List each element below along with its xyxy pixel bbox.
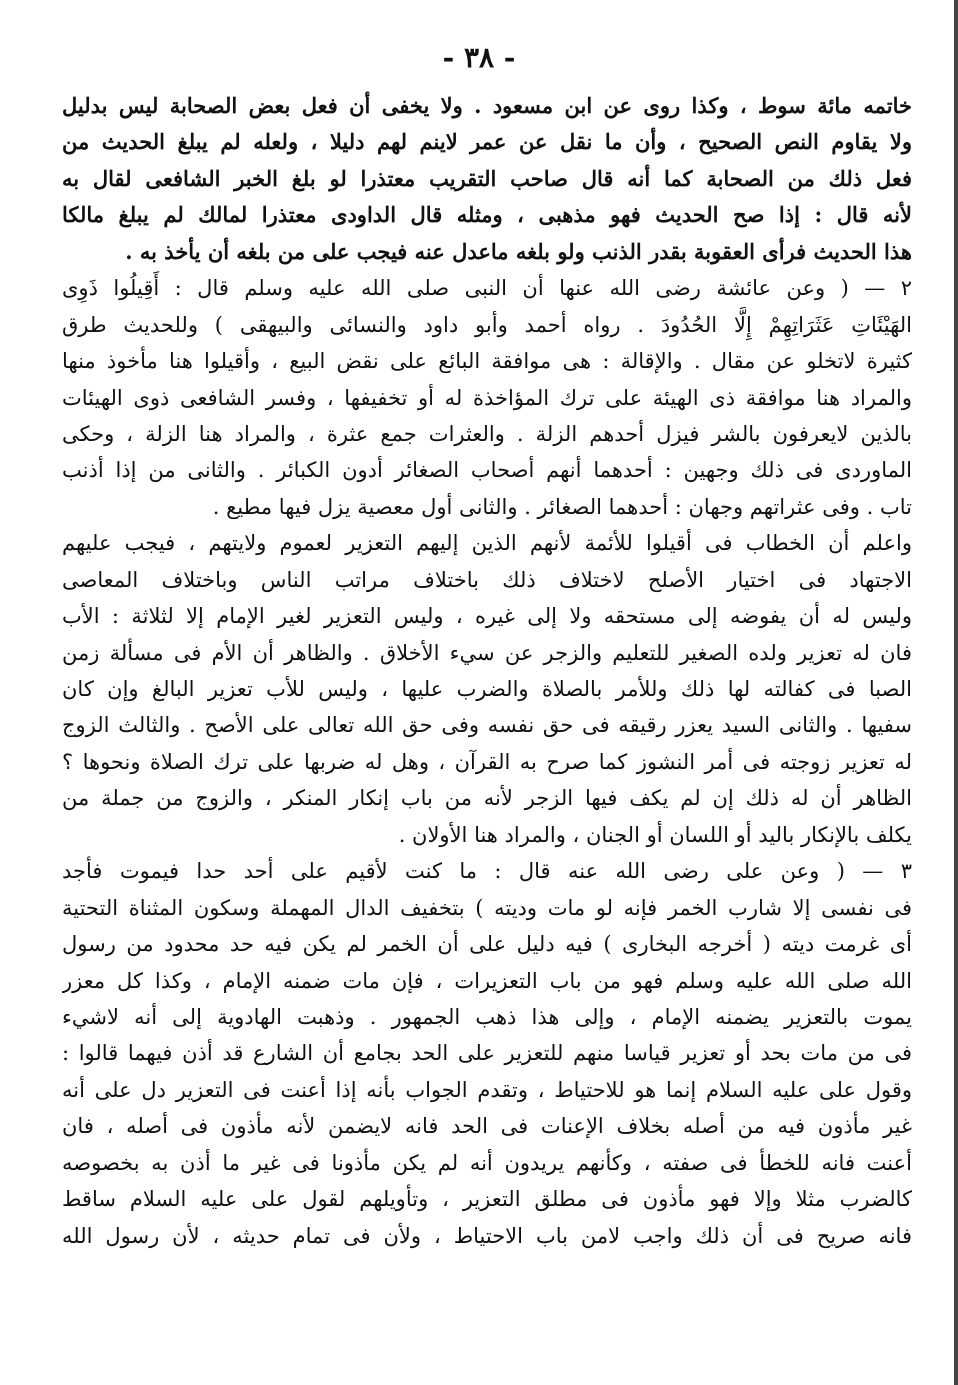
- text-line: ولا يقاوم النص الصحيح ، وأن ما نقل عن عمر لاينم لهم دليلا ، ولعله لم يبلغ الحديث من: [62, 129, 912, 155]
- text-line: له تعزير زوجته فى أمر النشوز كما صرح به القرآن ، وهل له ضربها على ترك الصلاة ونحوها ؟: [62, 749, 912, 774]
- text-line: لأنه قال : إذا صح الحديث فهو مذهبى ، ومثله قال الداودى معتذرا لمالك لم يبلغ مالكا: [62, 202, 912, 228]
- text-line: وليس له أن يفوضه إلى مستحقه ولا إلى غيره ، وليس التعزير لغير الإمام إلا لثلاثة : الأب: [62, 604, 912, 629]
- text-line: ٣ — ( وعن على رضى الله عنه قال : ما كنت لأقيم على أحد حدا فيموت فأجد: [62, 859, 912, 884]
- text-line: فانه صريح فى أن ذلك واجب لامن باب الاحتياط ، ولأن فى تمام حديثه ، لأن رسول الله: [62, 1223, 912, 1248]
- text-line: فى من مات بحد أو تعزير قياسا منهم للتعزير على الحد بجامع أن الشارع قد أذن فيهما قالوا :: [62, 1041, 912, 1066]
- text-line: والمراد هنا موافقة ذى الهيئة على ترك المؤاخذة له أو تخفيفها ، وفسر الشافعى ذوى الهيئات: [62, 385, 912, 410]
- page-edge-border: [954, 0, 958, 1385]
- text-line: أى غرمت ديته ( أخرجه البخارى ) فيه دليل على أن الخمر لم يكن فيه حد محدود من رسول: [62, 932, 912, 957]
- text-line: الاجتهاد فى اختيار الأصلح لاختلاف ذلك باختلاف مراتب الناس وباختلاف المعاصى: [62, 567, 912, 592]
- text-line: واعلم أن الخطاب فى أقيلوا للأئمة لأنهم الذين إليهم التعزير لعموم ولايتهم ، فيجب عليهم: [62, 531, 912, 556]
- text-line: غير مأذون فيه من أصله بخلاف الإعنات فى الحد فانه لايضمن لأنه مأذون فى أصله ، فان: [62, 1114, 912, 1139]
- text-line: فى نفسى إلا شارب الخمر فإنه لو مات وديته ) بتخفيف الدال المهملة وسكون المثناة التحتية: [62, 895, 912, 920]
- text-line: الماوردى فى ذلك وجهين : أحدهما أنهم أصحاب الصغائر أدون الكبائر . والثانى من إذا أذنب: [62, 458, 912, 483]
- text-line: يكلف بالإنكار باليد أو اللسان أو الجنان ، والمراد هنا الأولان .: [398, 822, 912, 847]
- text-line: ٢ — ( وعن عائشة رضى الله عنها أن النبى صلى الله عليه وسلم قال : أَقِيلُوا ذَوِى: [62, 276, 912, 301]
- text-line: يموت بالتعزير يضمنه الإمام ، وإلى هذا ذهب الجمهور . وذهبت الهادوية إلى أنه لاشيء: [62, 1004, 912, 1029]
- text-line: فعل ذلك من الصحابة كما أنه قال صاحب التقريب معتذرا لو بلغ الخبر الشافعى لقال به: [62, 165, 912, 191]
- text-line: سفيها . والثانى السيد يعزر رقيقه فى حق نفسه وفى حق الله تعالى على الأصح . والثالث الزوج: [62, 713, 912, 738]
- page-number: - ٣٨ -: [442, 41, 516, 74]
- text-line: الهَيْئَاتِ عَثَرَاتِهِمْ إِلَّا الحُدُودَ . رواه أحمد وأبو داود والنسائى والبيهقى ) وللحديث طرق: [62, 312, 912, 337]
- text-line: كثيرة لاتخلو عن مقال . والإقالة : هى موافقة البائع على نقض البيع ، وأقيلوا هنا مأخوذ منها: [62, 349, 912, 374]
- text-line: الله صلى الله عليه وسلم فهو من باب التعزيرات ، فإن مات ضمنه الإمام ، وكذا كل معزر: [62, 968, 912, 993]
- text-line: بالذين لايعرفون بالشر فيزل أحدهم الزلة . والعثرات جمع عثرة ، والمراد هنا الزلة ، وحكى: [62, 421, 912, 446]
- text-line: تاب . وفى عثراتهم وجهان : أحدهما الصغائر . والثانى أول معصية يزل فيها مطيع .: [212, 494, 912, 519]
- text-line: الظاهر أن له ذلك إن لم يكف فيها الزجر لأنه من باب إنكار المنكر ، والزوج من جملة من: [62, 786, 912, 811]
- text-line: كالضرب مثلا وإلا فهو مأذون فى مطلق التعزير ، وتأويلهم لقول على عليه السلام ساقط: [62, 1187, 912, 1212]
- text-line: الصبا فى كفالته لها ذلك وللأمر بالصلاة والضرب عليها ، وليس للأب تعزير البالغ وإن كان: [62, 677, 912, 701]
- body-text: [62, 88, 912, 1254]
- text-line: أعنت فانه للخطأ فى صفته ، وكأنهم يريدون أنه لم يكن مأذونا فى غير ما أذن به بخصوصه: [62, 1150, 912, 1175]
- text-line: هذا الحديث فرأى العقوبة بقدر الذنب ولو بلغه ماعدل عنه فيجب على من بلغه أن يأخذ به .: [125, 238, 912, 264]
- text-line: فان له تعزير ولده الصغير للتعليم والزجر عن سيء الأخلاق . والظاهر أن الأم فى مسألة زمن: [62, 640, 912, 665]
- text-line: خاتمه مائة سوط ، وكذا روى عن ابن مسعود . ولا يخفى أن فعل بعض الصحابة ليس بدليل: [62, 93, 912, 118]
- text-line: وقول على عليه السلام إنما هو للاحتياط ، وتقدم الجواب بأنه إذا أعنت فى التعزير دل على أنه: [62, 1077, 912, 1102]
